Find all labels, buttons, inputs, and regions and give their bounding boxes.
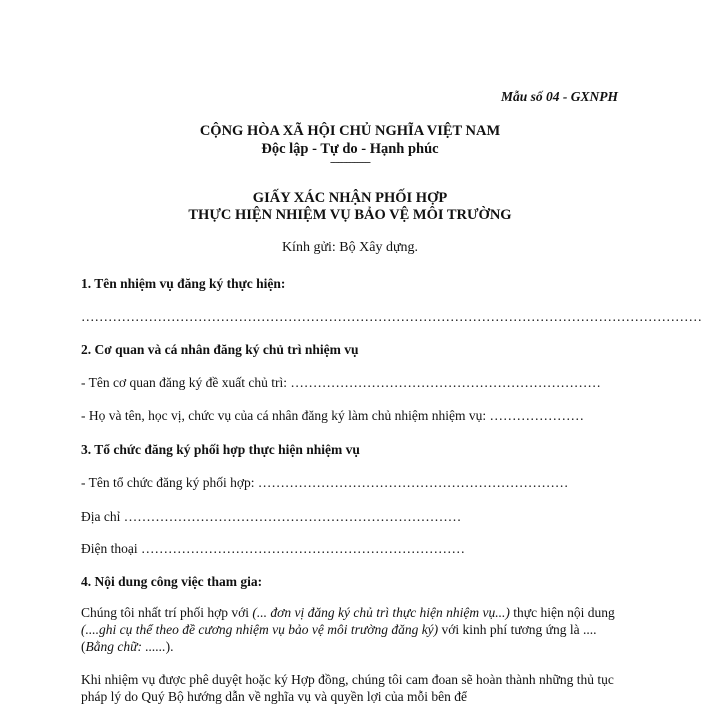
motto-underline: --------------- — [330, 156, 370, 168]
p1-text-b: (... đơn vị đăng ký chủ trì thực hiện nhiệm vụ...) — [252, 605, 510, 620]
p1-text-c: thực hiện nội dung — [509, 605, 615, 620]
section-3-line-1: - Tên tổ chức đăng ký phối hợp: …………………………………………………………… — [81, 475, 569, 490]
section-2-line-2: - Họ và tên, học vị, chức vụ của cá nhân đăng ký làm chủ nhiệm nhiệm vụ: ………………… — [81, 408, 584, 423]
national-header — [0, 122, 700, 166]
section-4-paragraph-1 — [81, 604, 626, 655]
p1-text-g: ). — [165, 639, 174, 654]
section-1-dots: ………………………………………………………………………………………………………………………… — [81, 309, 702, 324]
section-3-heading: 3. Tổ chức đăng ký phối hợp thực hiện nhiệm vụ — [81, 442, 360, 457]
section-1-heading: 1. Tên nhiệm vụ đăng ký thực hiện: — [81, 276, 286, 291]
form-code: Mẫu số 04 - GXNPH — [500, 89, 618, 104]
nation-motto: Độc lập - Tự do - Hạnh phúc — [261, 141, 439, 157]
p1-text-d: (....ghi cụ thể theo đề cương nhiệm vụ bảo vệ môi trường đăng ký) — [81, 622, 439, 637]
p1-text-a: Chúng tôi nhất trí phối hợp với — [81, 605, 253, 620]
section-4-heading: 4. Nội dung công việc tham gia: — [81, 574, 263, 589]
document-title — [0, 190, 700, 224]
section-4-paragraph-2: Khi nhiệm vụ được phê duyệt hoặc ký Hợp đồng, chúng tôi cam đoan sẽ hoàn thành những thủ tục pháp lý do Quý Bộ hướng dẫn về nghĩa vụ và quyền lợi của mỗi bên để — [81, 672, 614, 704]
p1-text-f: Bằng chữ: ...... — [85, 639, 166, 654]
section-2-line-1: - Tên cơ quan đăng ký đề xuất chủ trì: …………………………………………………………… — [81, 375, 601, 390]
recipient-line: Kính gửi: Bộ Xây dựng. — [281, 240, 419, 255]
title-line-2: THỰC HIỆN NHIỆM VỤ BẢO VỆ MÔI TRƯỜNG — [188, 207, 512, 223]
nation-name: CỘNG HÒA XÃ HỘI CHỦ NGHĨA VIỆT NAM — [199, 123, 501, 139]
p1-text-e: với kinh phí tương ứng là .... ( — [81, 622, 597, 654]
section-3-address: Địa chỉ ………………………………………………………………… — [81, 509, 462, 524]
section-2-heading: 2. Cơ quan và cá nhân đăng ký chủ trì nhiệm vụ — [81, 342, 359, 357]
title-line-1: GIẤY XÁC NHẬN PHỐI HỢP — [252, 190, 448, 206]
section-3-phone: Điện thoại ……………………………………………………………… — [81, 541, 465, 556]
